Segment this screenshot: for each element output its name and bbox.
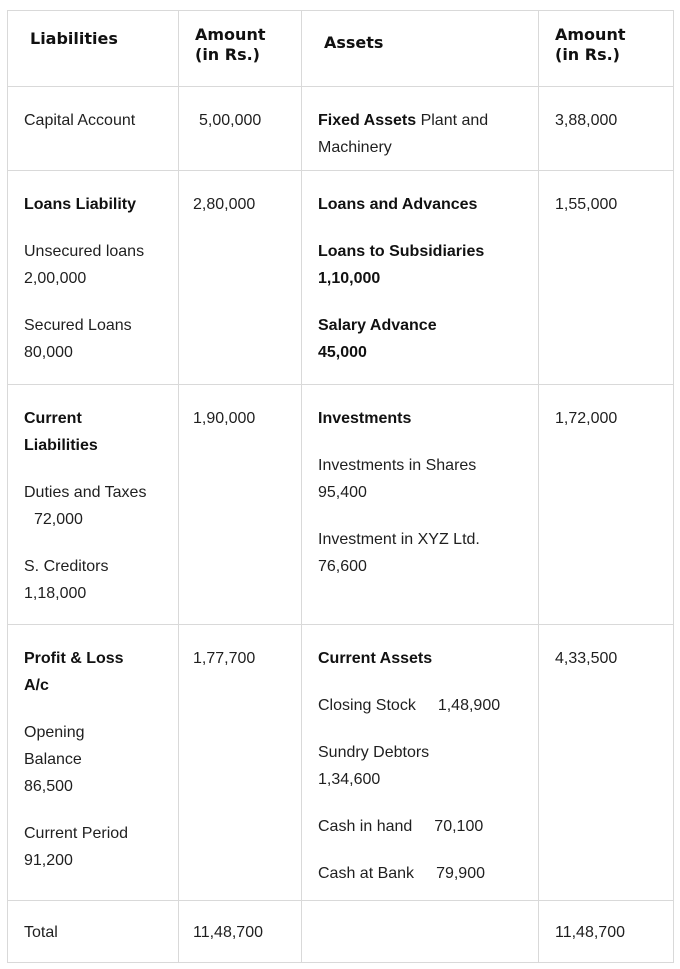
asset-title-rest: Plant and Machinery: [318, 112, 489, 156]
asset-title: Current Assets: [318, 650, 433, 667]
liability-title: Current Liabilities: [24, 410, 98, 454]
header-amount-assets: [539, 11, 674, 87]
liability-title: Loans Liability: [24, 196, 137, 213]
total-row: [8, 901, 674, 963]
liability-item: Opening Balance 86,500: [24, 724, 85, 795]
header-assets: Assets: [302, 11, 539, 87]
header-amount-label: Amount: [195, 25, 266, 44]
header-amount-unit: (in Rs.): [555, 45, 620, 64]
balance-sheet-table: [7, 10, 674, 963]
total-label: Total: [24, 924, 58, 941]
liability-item: S. Creditors 1,18,000: [24, 558, 109, 602]
asset-item: Closing Stock 1,48,900: [318, 697, 501, 714]
header-liabilities: Liabilities: [8, 11, 179, 87]
liability-title: Profit & Loss A/c: [24, 650, 124, 694]
asset-item: Sundry Debtors 1,34,600: [318, 744, 430, 788]
liability-item: Current Period 91,200: [24, 825, 129, 869]
asset-amount: 1,72,000: [555, 410, 618, 427]
asset-item: Salary Advance 45,000: [318, 317, 437, 361]
header-amount-liabilities: [179, 11, 302, 87]
asset-item: Loans to Subsidiaries 1,10,000: [318, 243, 485, 287]
total-assets: 11,48,700: [555, 924, 625, 941]
asset-item: Cash at Bank 79,900: [318, 865, 485, 882]
table-row: [8, 171, 674, 385]
liability-item: Duties and Taxes72,000: [24, 484, 147, 528]
asset-item: Investment in XYZ Ltd. 76,600: [318, 531, 480, 575]
header-amount-unit: (in Rs.): [195, 45, 260, 64]
liability-item: Unsecured loans2,00,000: [24, 243, 145, 287]
table-row: [8, 87, 674, 171]
table-row: [8, 625, 674, 901]
asset-item: Cash in hand 70,100: [318, 818, 484, 835]
table-row: [8, 385, 674, 625]
asset-item: Investments in Shares 95,400: [318, 457, 477, 501]
total-liabilities: 11,48,700: [193, 924, 263, 941]
liability-amount: 2,80,000: [193, 196, 256, 213]
asset-title: Fixed Assets: [318, 112, 417, 129]
liability-amount: 1,90,000: [193, 410, 256, 427]
header-amount-label: Amount: [555, 25, 626, 44]
asset-amount: 4,33,500: [555, 650, 618, 667]
liability-amount: 1,77,700: [193, 650, 256, 667]
header-row: [8, 11, 674, 87]
liability-amount: 5,00,000: [199, 112, 262, 129]
asset-title: Loans and Advances: [318, 196, 478, 213]
asset-amount: 1,55,000: [555, 196, 618, 213]
liability-title: Capital Account: [24, 112, 136, 129]
asset-title: Investments: [318, 410, 412, 427]
asset-amount: 3,88,000: [555, 112, 618, 129]
liability-item: Secured Loans 80,000: [24, 317, 132, 361]
